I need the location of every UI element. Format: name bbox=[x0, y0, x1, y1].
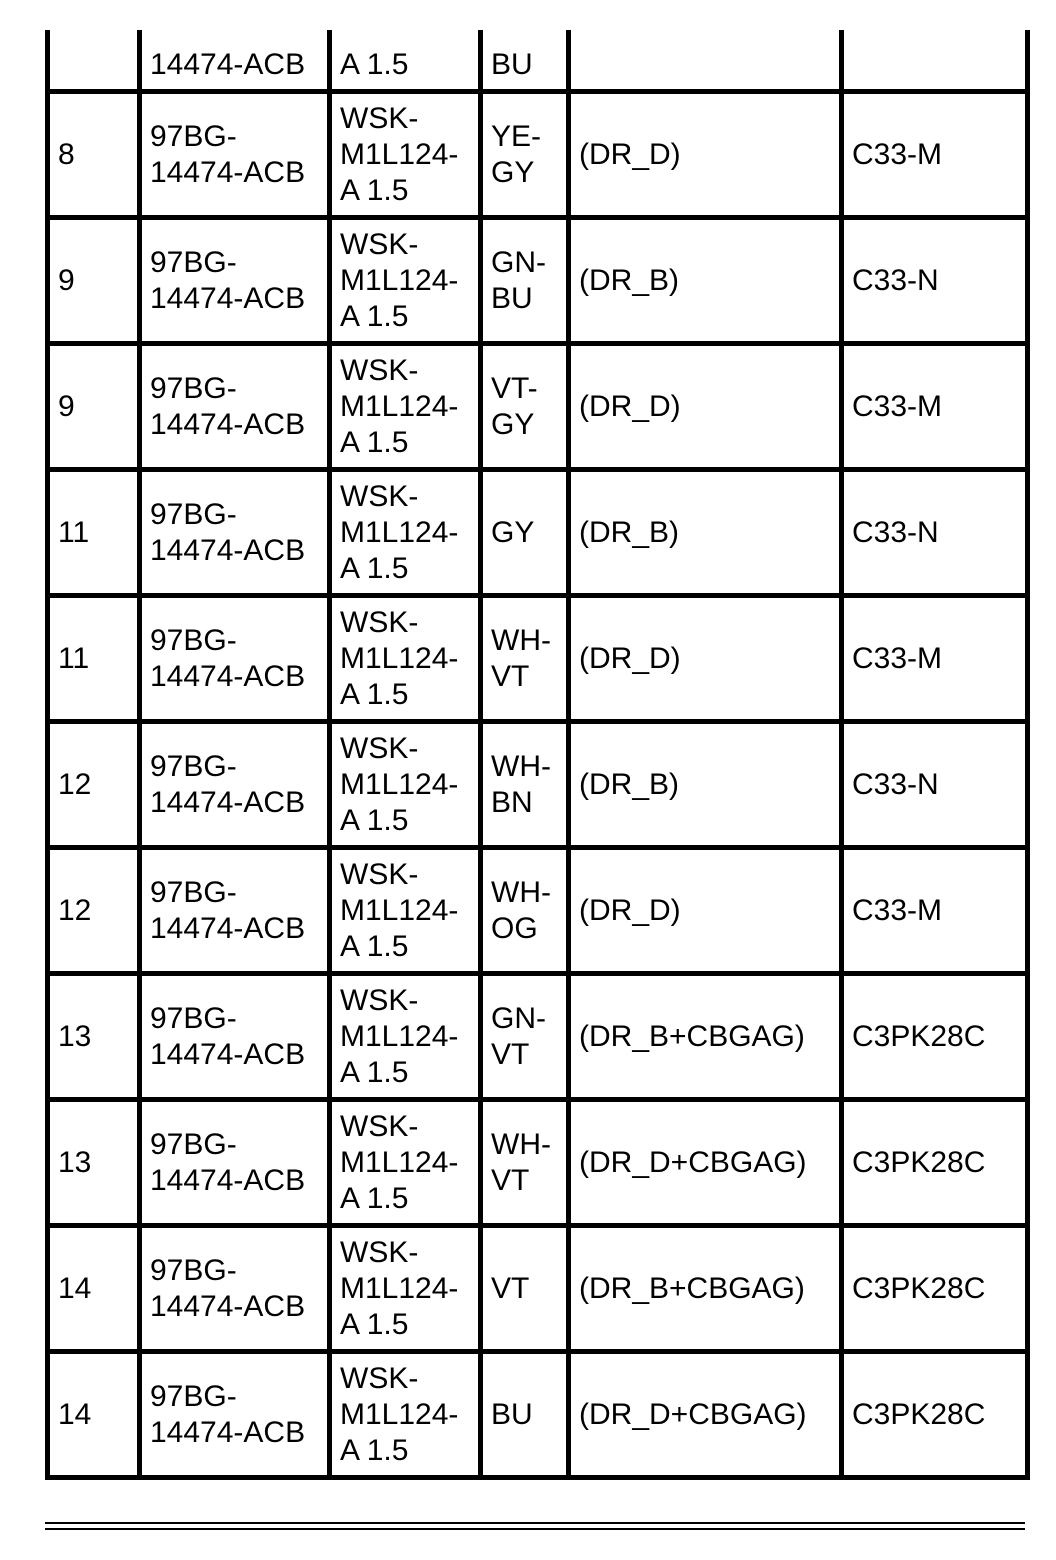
circuit-cell: (DR_D+CBGAG) bbox=[569, 1100, 842, 1226]
table-row bbox=[48, 848, 1028, 974]
wire-table-body bbox=[48, 30, 1028, 1478]
part-number-cell: 97BG- 14474-ACB bbox=[140, 1352, 330, 1478]
color-cell: WH- BN bbox=[481, 722, 569, 848]
wire-spec-cell: A 1.5 bbox=[330, 30, 481, 92]
pin-cell: 14 bbox=[48, 1352, 140, 1478]
circuit-cell: (DR_D) bbox=[569, 344, 842, 470]
color-cell: GN- VT bbox=[481, 974, 569, 1100]
pin-cell: 13 bbox=[48, 1100, 140, 1226]
table-row bbox=[48, 596, 1028, 722]
pin-cell: 9 bbox=[48, 218, 140, 344]
color-cell: GN- BU bbox=[481, 218, 569, 344]
color-cell: WH- OG bbox=[481, 848, 569, 974]
wire-spec-cell: WSK- M1L124- A 1.5 bbox=[330, 1226, 481, 1352]
wire-spec-cell: WSK- M1L124- A 1.5 bbox=[330, 470, 481, 596]
circuit-cell: (DR_B) bbox=[569, 470, 842, 596]
table-row bbox=[48, 92, 1028, 218]
connector-cell: C3PK28C bbox=[842, 974, 1028, 1100]
table-row bbox=[48, 30, 1028, 92]
table-row bbox=[48, 1226, 1028, 1352]
part-number-cell: 97BG- 14474-ACB bbox=[140, 1226, 330, 1352]
wire-spec-cell: WSK- M1L124- A 1.5 bbox=[330, 344, 481, 470]
part-number-cell: 97BG- 14474-ACB bbox=[140, 722, 330, 848]
connector-cell: C33-M bbox=[842, 848, 1028, 974]
circuit-cell: (DR_B+CBGAG) bbox=[569, 974, 842, 1100]
color-cell: WH- VT bbox=[481, 596, 569, 722]
circuit-cell: (DR_D) bbox=[569, 848, 842, 974]
part-number-cell: 97BG- 14474-ACB bbox=[140, 974, 330, 1100]
wire-spec-cell: WSK- M1L124- A 1.5 bbox=[330, 848, 481, 974]
part-number-cell: 97BG- 14474-ACB bbox=[140, 92, 330, 218]
connector-cell: C33-M bbox=[842, 92, 1028, 218]
table-bottom-rule bbox=[45, 1522, 1025, 1524]
part-number-cell: 97BG- 14474-ACB bbox=[140, 218, 330, 344]
color-cell: WH- VT bbox=[481, 1100, 569, 1226]
part-number-cell: 97BG- 14474-ACB bbox=[140, 470, 330, 596]
wire-spec-cell: WSK- M1L124- A 1.5 bbox=[330, 1100, 481, 1226]
connector-cell: C3PK28C bbox=[842, 1352, 1028, 1478]
color-cell: VT- GY bbox=[481, 344, 569, 470]
pin-cell: 9 bbox=[48, 344, 140, 470]
wire-spec-cell: WSK- M1L124- A 1.5 bbox=[330, 596, 481, 722]
pin-cell: 11 bbox=[48, 470, 140, 596]
color-cell: YE- GY bbox=[481, 92, 569, 218]
pin-cell: 14 bbox=[48, 1226, 140, 1352]
pin-cell: 12 bbox=[48, 722, 140, 848]
pin-cell: 12 bbox=[48, 848, 140, 974]
connector-cell: C33-M bbox=[842, 344, 1028, 470]
connector-cell: C3PK28C bbox=[842, 1226, 1028, 1352]
table-row bbox=[48, 974, 1028, 1100]
part-number-cell: 97BG- 14474-ACB bbox=[140, 344, 330, 470]
part-number-cell: 97BG- 14474-ACB bbox=[140, 1100, 330, 1226]
circuit-cell: (DR_B+CBGAG) bbox=[569, 1226, 842, 1352]
connector-cell: C33-N bbox=[842, 722, 1028, 848]
table-row bbox=[48, 722, 1028, 848]
pin-cell bbox=[48, 30, 140, 92]
circuit-cell bbox=[569, 30, 842, 92]
color-cell: BU bbox=[481, 1352, 569, 1478]
circuit-cell: (DR_B) bbox=[569, 722, 842, 848]
connector-cell: C3PK28C bbox=[842, 1100, 1028, 1226]
color-cell: GY bbox=[481, 470, 569, 596]
table-row bbox=[48, 218, 1028, 344]
color-cell: VT bbox=[481, 1226, 569, 1352]
circuit-cell: (DR_D) bbox=[569, 92, 842, 218]
table-row bbox=[48, 344, 1028, 470]
wire-spec-cell: WSK- M1L124- A 1.5 bbox=[330, 218, 481, 344]
connector-cell: C33-N bbox=[842, 470, 1028, 596]
table-row bbox=[48, 470, 1028, 596]
pin-cell: 11 bbox=[48, 596, 140, 722]
part-number-cell: 14474-ACB bbox=[140, 30, 330, 92]
wire-spec-cell: WSK- M1L124- A 1.5 bbox=[330, 722, 481, 848]
circuit-cell: (DR_B) bbox=[569, 218, 842, 344]
table-row bbox=[48, 1100, 1028, 1226]
connector-cell: C33-M bbox=[842, 596, 1028, 722]
part-number-cell: 97BG- 14474-ACB bbox=[140, 596, 330, 722]
color-cell: BU bbox=[481, 30, 569, 92]
pin-cell: 13 bbox=[48, 974, 140, 1100]
circuit-cell: (DR_D+CBGAG) bbox=[569, 1352, 842, 1478]
connector-cell bbox=[842, 30, 1028, 92]
wire-table bbox=[45, 30, 1030, 1480]
connector-cell: C33-N bbox=[842, 218, 1028, 344]
circuit-cell: (DR_D) bbox=[569, 596, 842, 722]
part-number-cell: 97BG- 14474-ACB bbox=[140, 848, 330, 974]
pin-cell: 8 bbox=[48, 92, 140, 218]
wire-spec-cell: WSK- M1L124- A 1.5 bbox=[330, 1352, 481, 1478]
table-row bbox=[48, 1352, 1028, 1478]
wire-spec-cell: WSK- M1L124- A 1.5 bbox=[330, 974, 481, 1100]
table-bottom-rule-double bbox=[45, 1528, 1025, 1530]
wire-spec-cell: WSK- M1L124- A 1.5 bbox=[330, 92, 481, 218]
